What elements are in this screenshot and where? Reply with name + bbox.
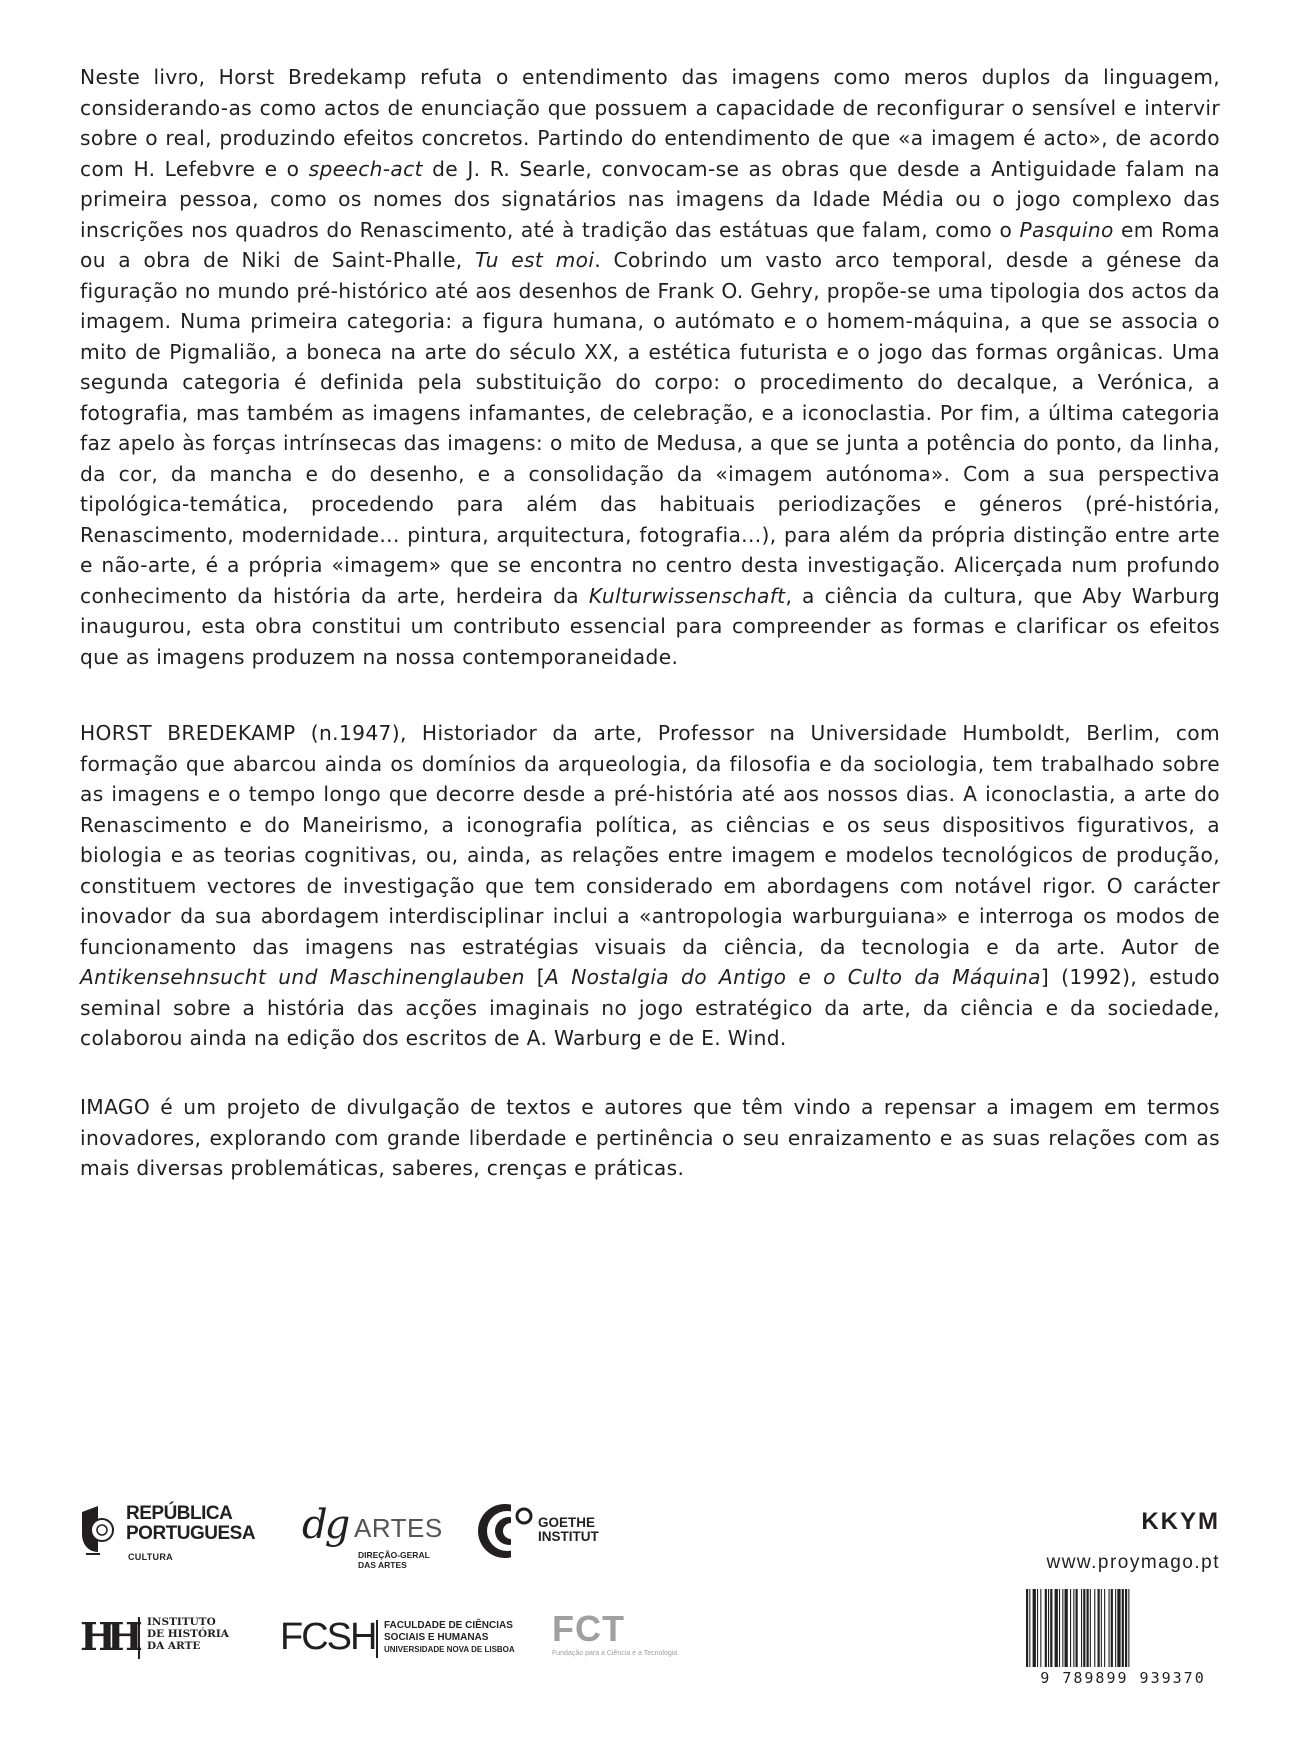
author-bio-paragraph [80,718,1220,1054]
fct-mark: FCT [552,1608,625,1649]
fcsh-wordmark: FACULDADE DE CIÊNCIAS SOCIAIS E HUMANAS UNIVERSIDADE NOVA DE LISBOA [384,1620,515,1654]
republica-portuguesa-logo [80,1502,270,1572]
fct-logo [552,1610,692,1670]
isbn-barcode [1026,1589,1222,1667]
republica-portuguesa-emblem-icon [80,1506,114,1558]
iha-divider [138,1617,140,1659]
goethe-institut-logo [476,1502,616,1572]
synopsis-text: Neste livro, Horst Bredekamp refuta o entendimento das imagens como meros duplos da linguagem, considerando-as como actos de enunciação que possuem a capacidade de reconfigurar o sensível e intervir sobre o real, produzindo efeitos concretos. Partindo do entendimento de que «a imagem é acto», de acordo com H. Lefebvre e o speech-act de J. R. Searle, convocam-se as obras que desde a Antiguidade falam na primeira pessoa, como os nomes dos signatários nas imagens da Idade Média ou o jogo complexo das inscrições nos quadros do Renascimento, até à tradição das estátuas que falam, como o Pasquino em Roma ou a obra de Niki de Saint-Phalle, Tu est moi. Cobrindo um vasto arco temporal, desde a génese da figuração no mundo pré-histórico até aos desenhos de Frank O. Gehry, propõe-se uma tipologia dos actos da imagem. Numa primeira categoria: a figura humana, o autómato e o homem-máquina, a que se associa o mito de Pigmalião, a boneca na arte do século XX, a estética futurista e o jogo das formas orgânicas. Uma segunda categoria é definida pela substituição do corpo: o procedimento do decalque, a Verónica, a fotografia, mas também as imagens infamantes, de celebração, e a iconoclastia. Por fim, a última categoria faz apelo às forças intrínsecas das imagens: o mito de Medusa, a que se junta a potência do ponto, da linha, da cor, da mancha e do desenho, e a consolidação da «imagem autónoma». Com a sua perspectiva tipológica-temática, procedendo para além das habituais periodizações e géneros (pré-história, Renascimento, modernidade... pintura, arquitectura, fotografia...), para além da própria distinção entre arte e não-arte, é a própria «imagem» que se encontra no centro desta investigação. Alicerçada num profundo conhecimento da história da arte, herdeira da Kulturwissenschaft, a ciência da cultura, que Aby Warburg inaugurou, esta obra constitui um contributo essencial para compreender as formas e clarificar os efeitos que as imagens produzem na nossa contemporaneidade. [80,65,1221,669]
dgartes-mark: dg [302,1502,348,1548]
iha-wordmark: INSTITUTO DE HISTÓRIA DA ARTE [147,1616,229,1652]
publisher-url: www.proymago.pt [1046,1552,1220,1573]
instituto-historia-arte-logo [80,1615,260,1665]
fcsh-divider [376,1620,378,1658]
republica-portuguesa-sub: CULTURA [128,1552,173,1562]
publisher-name: KKYM [1141,1508,1220,1535]
author-bio-text: HORST BREDEKAMP (n.1947), Historiador da arte, Professor na Universidade Humboldt, Berlim, com formação que abarcou ainda os domínios da arqueologia, da filosofia e da sociologia, tem trabalhado sobre as imagens e o tempo longo que decorre desde a pré-história até aos nossos dias. A iconoclastia, a arte do Renascimento e do Maneirismo, a iconografia política, as ciências e os seus dispositivos figurativos, a biologia e as teorias cognitivas, ou, ainda, as relações entre imagem e modelos tecnológicos de produção, constituem vectores de investigação que tem considerado em abordagens com notável rigor. O carácter inovador da sua abordagem interdisciplinar inclui a «antropologia warburguiana» e interroga os modos de funcionamento das imagens nas estratégias visuais da ciência, da tecnologia e da arte. Autor de Antikensehnsucht und Maschinenglauben [A Nostalgia do Antigo e o Culto da Máquina] (1992), estudo seminal sobre a história das acções imaginais no jogo estratégico da arte, da ciência e da sociedade, colaborou ainda na edição dos escritos de A. Warburg e de E. Wind. [80,721,1221,1050]
dgartes-logo [302,1502,452,1575]
isbn-number: 9 789899 939370 [1040,1669,1206,1687]
fct-sub: Fundação para a Ciência e a Tecnologia [552,1650,678,1657]
synopsis-paragraph [80,62,1220,672]
series-description-text: IMAGO é um projeto de divulgação de textos e autores que têm vindo a repensar a imagem em termos inovadores, explorando com grande liberdade e pertinência o seu enraizamento e as suas relações com as mais diversas problemáticas, saberes, crenças e práticas. [80,1095,1220,1180]
fcsh-mark: FCSH [280,1616,376,1658]
goethe-institut-wordmark: GOETHE INSTITUT [538,1515,599,1544]
series-description-paragraph [80,1092,1220,1184]
dgartes-name: ARTES [354,1513,443,1543]
goethe-institut-emblem-icon [476,1502,534,1560]
iha-mark: HH [80,1614,134,1659]
fcsh-logo [280,1616,520,1666]
dgartes-sub: DIREÇÃO-GERAL DAS ARTES [358,1550,430,1570]
republica-portuguesa-wordmark: REPÚBLICA PORTUGUESA [126,1503,256,1544]
